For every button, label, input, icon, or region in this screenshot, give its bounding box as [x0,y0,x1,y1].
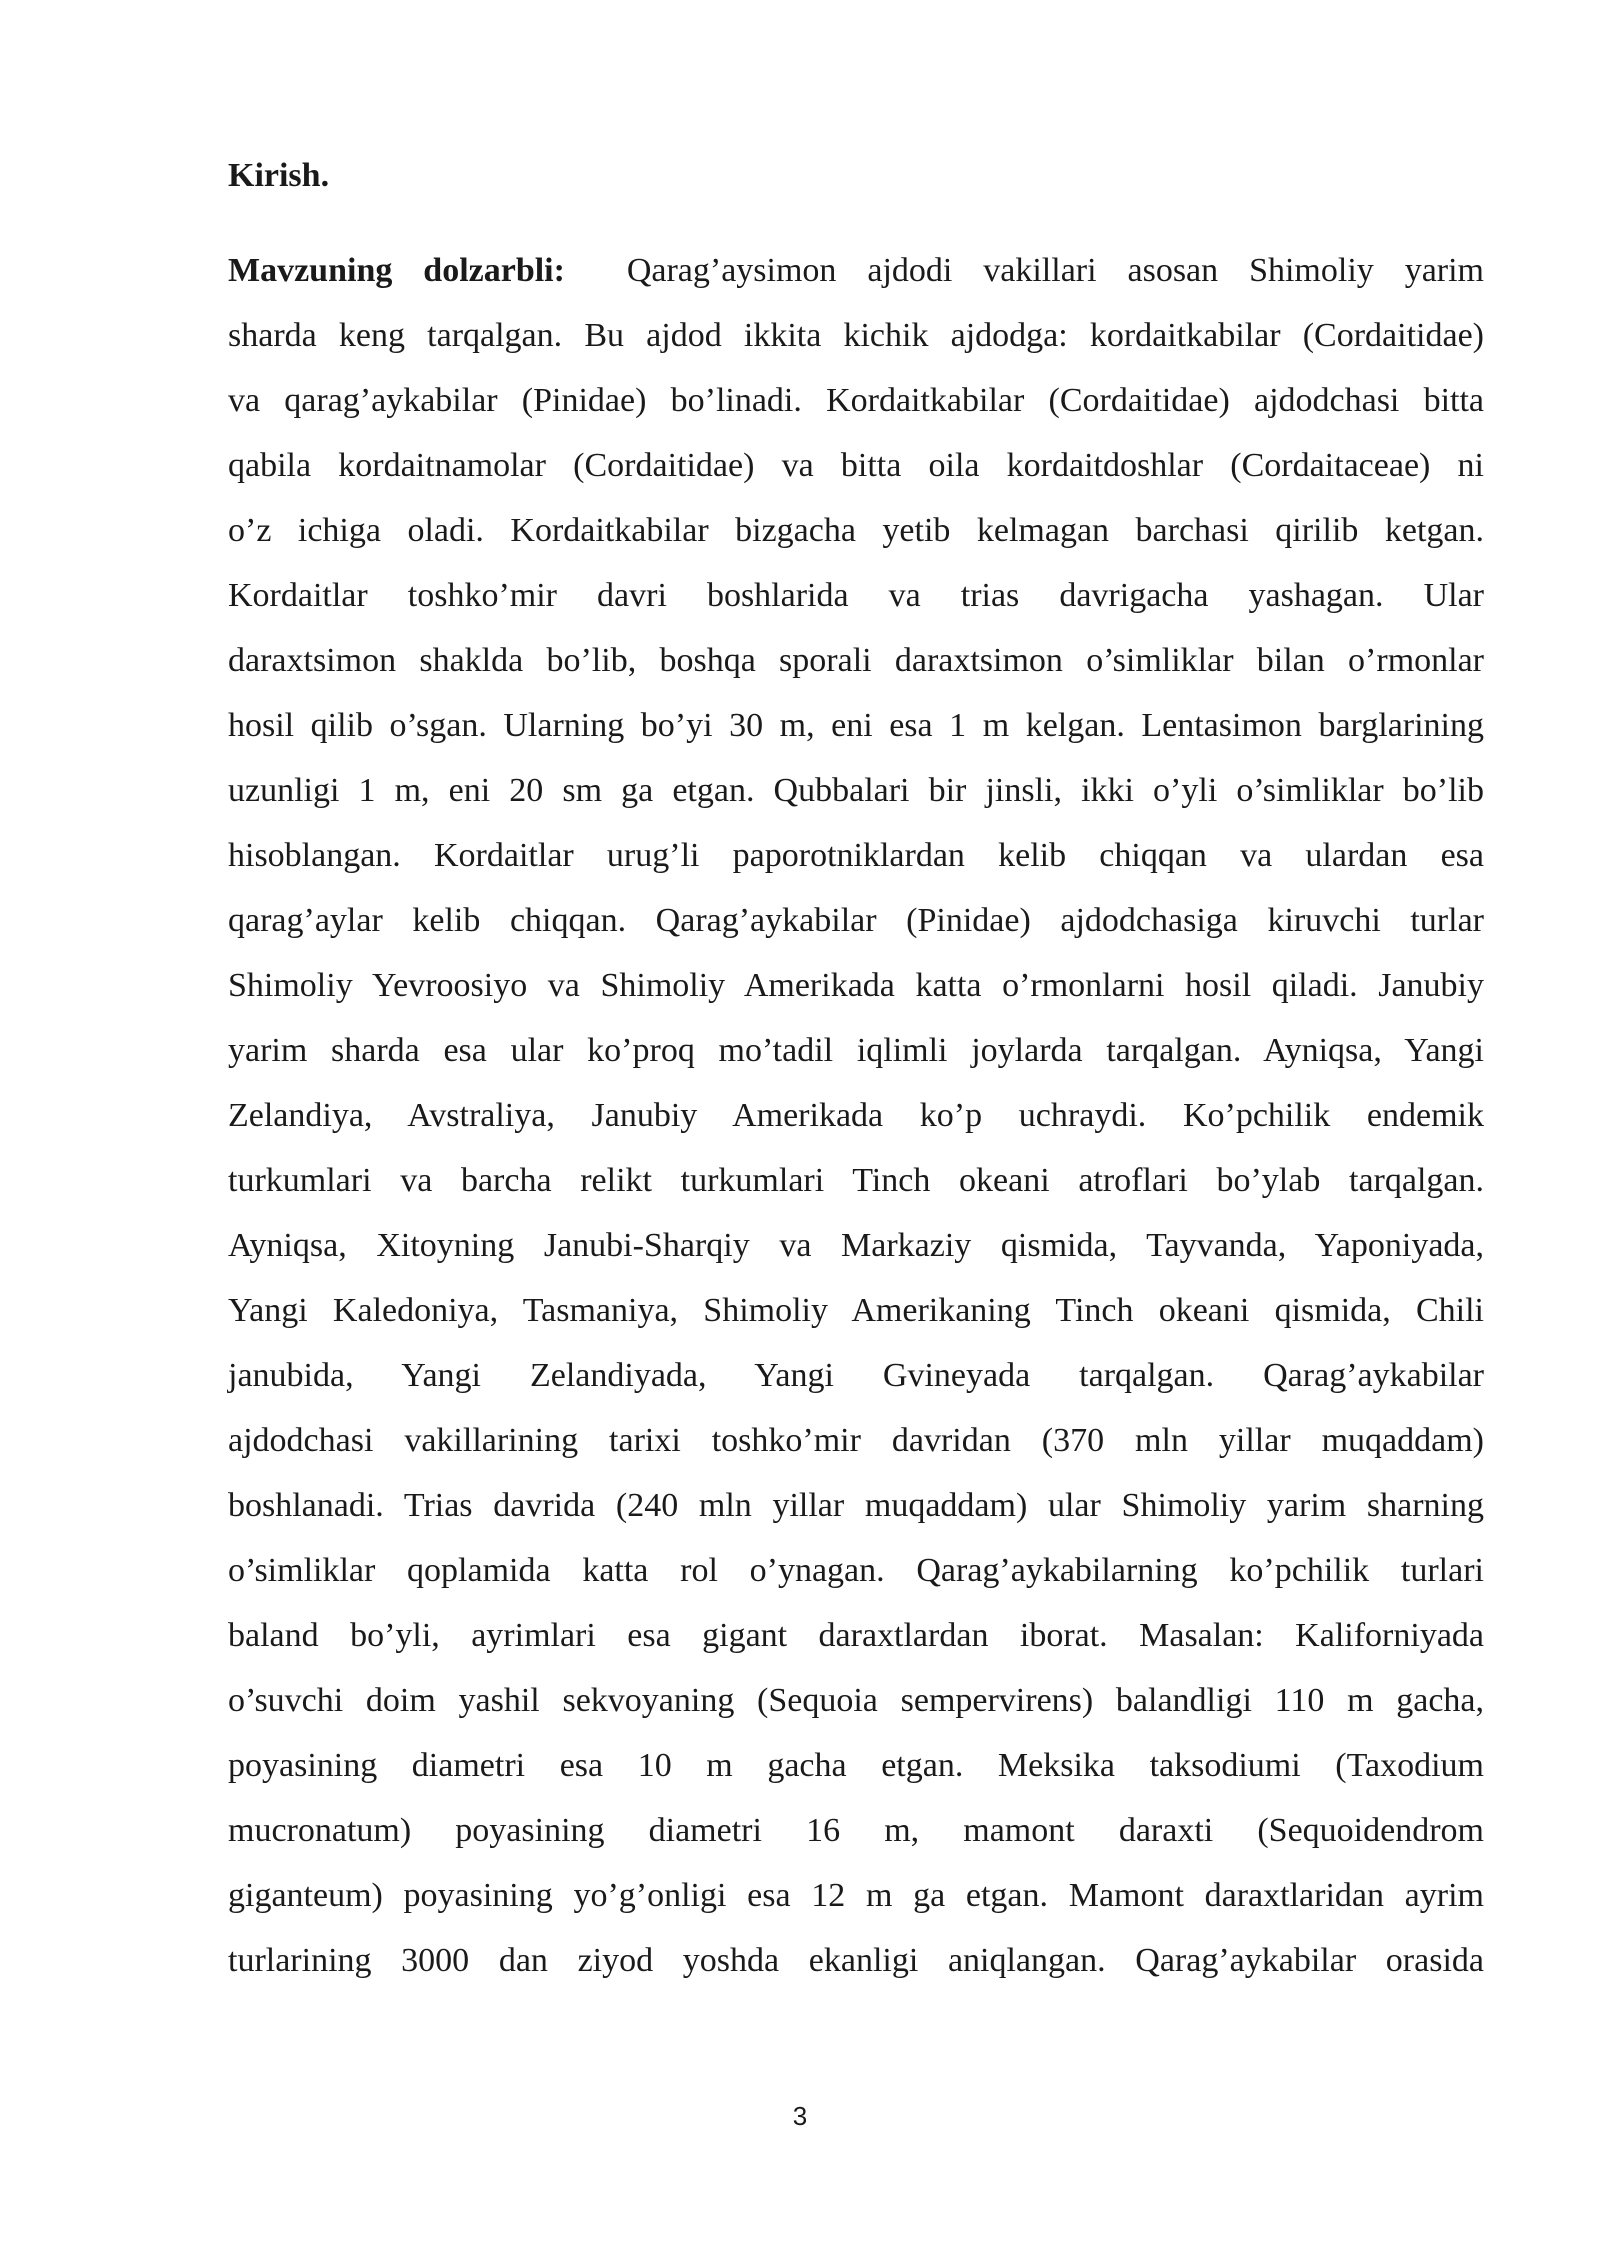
section-heading: Kirish. [228,157,330,194]
text-line: Shimoliy Yevroosiyo va Shimoliy Amerikada katta o’rmonlarni hosil qiladi. Janubiy [228,967,1484,1004]
text-line: uzunligi 1 m, eni 20 sm ga etgan. Qubbalari bir jinsli, ikki o’yli o’simliklar bo’lib [228,772,1484,809]
text-line: Kordaitlar toshko’mir davri boshlarida va trias davrigacha yashagan. Ular [228,577,1484,614]
text-line: hosil qilib o’sgan. Ularning bo’yi 30 m, eni esa 1 m kelgan. Lentasimon barglarining [228,707,1484,744]
text-line: poyasining diametri esa 10 m gacha etgan. Meksika taksodiumi (Taxodium [228,1747,1484,1784]
text-line: o’z ichiga oladi. Kordaitkabilar bizgacha yetib kelmagan barchasi qirilib ketgan. [228,512,1484,549]
page-number: 3 [792,2101,808,2131]
text-line: baland bo’yli, ayrimlari esa gigant daraxtlardan iborat. Masalan: Kaliforniyada [228,1617,1484,1654]
text-line-content: Qarag’aysimon ajdodi vakillari asosan Shimoliy yarim [626,252,1484,289]
text-line: daraxtsimon shaklda bo’lib, boshqa sporali daraxtsimon o’simliklar bilan o’rmonlar [228,642,1484,679]
text-line: janubida, Yangi Zelandiyada, Yangi Gvineyada tarqalgan. Qarag’aykabilar [228,1357,1484,1394]
text-line: Zelandiya, Avstraliya, Janubiy Amerikada ko’p uchraydi. Ko’pchilik endemik [228,1097,1484,1134]
text-line: yarim sharda esa ular ko’proq mo’tadil iqlimli joylarda tarqalgan. Ayniqsa, Yangi [228,1032,1484,1069]
text-line [228,238,1484,303]
text-line: turkumlari va barcha relikt turkumlari Tinch okeani atroflari bo’ylab tarqalgan. [228,1162,1484,1199]
text-line: hisoblangan. Kordaitlar urug’li paporotniklardan kelib chiqqan va ulardan esa [228,837,1484,874]
text-line: va qarag’aykabilar (Pinidae) bo’linadi. Kordaitkabilar (Cordaitidae) ajdodchasi bitta [228,382,1484,419]
text-line: turlarining 3000 dan ziyod yoshda ekanligi aniqlangan. Qarag’aykabilar orasida [228,1942,1484,1979]
text-line: boshlanadi. Trias davrida (240 mln yillar muqaddam) ular Shimoliy yarim sharning [228,1487,1484,1524]
body-paragraph [228,238,1484,1993]
text-line: qarag’aylar kelib chiqqan. Qarag’aykabilar (Pinidae) ajdodchasiga kiruvchi turlar [228,902,1484,939]
text-line: ajdodchasi vakillarining tarixi toshko’mir davridan (370 mln yillar muqaddam) [228,1422,1484,1459]
text-line: giganteum) poyasining yo’g’onligi esa 12 m ga etgan. Mamont daraxtlaridan ayrim [228,1877,1484,1914]
text-line: Yangi Kaledoniya, Tasmaniya, Shimoliy Amerikaning Tinch okeani qismida, Chili [228,1292,1484,1329]
text-line: qabila kordaitnamolar (Cordaitidae) va bitta oila kordaitdoshlar (Cordaitaceae) ni [228,447,1484,484]
text-line: o’simliklar qoplamida katta rol o’ynagan. Qarag’aykabilarning ko’pchilik turlari [228,1552,1484,1589]
text-line: mucronatum) poyasining diametri 16 m, mamont daraxti (Sequoidendrom [228,1812,1484,1849]
text-line: sharda keng tarqalgan. Bu ajdod ikkita kichik ajdodga: kordaitkabilar (Cordaitidae) [228,317,1484,354]
text-line: o’suvchi doim yashil sekvoyaning (Sequoia sempervirens) balandligi 110 m gacha, [228,1682,1484,1719]
text-line: Ayniqsa, Xitoyning Janubi-Sharqiy va Markaziy qismida, Tayvanda, Yaponiyada, [228,1227,1484,1264]
lead-phrase: Mavzuning dolzarbli: [228,252,565,289]
